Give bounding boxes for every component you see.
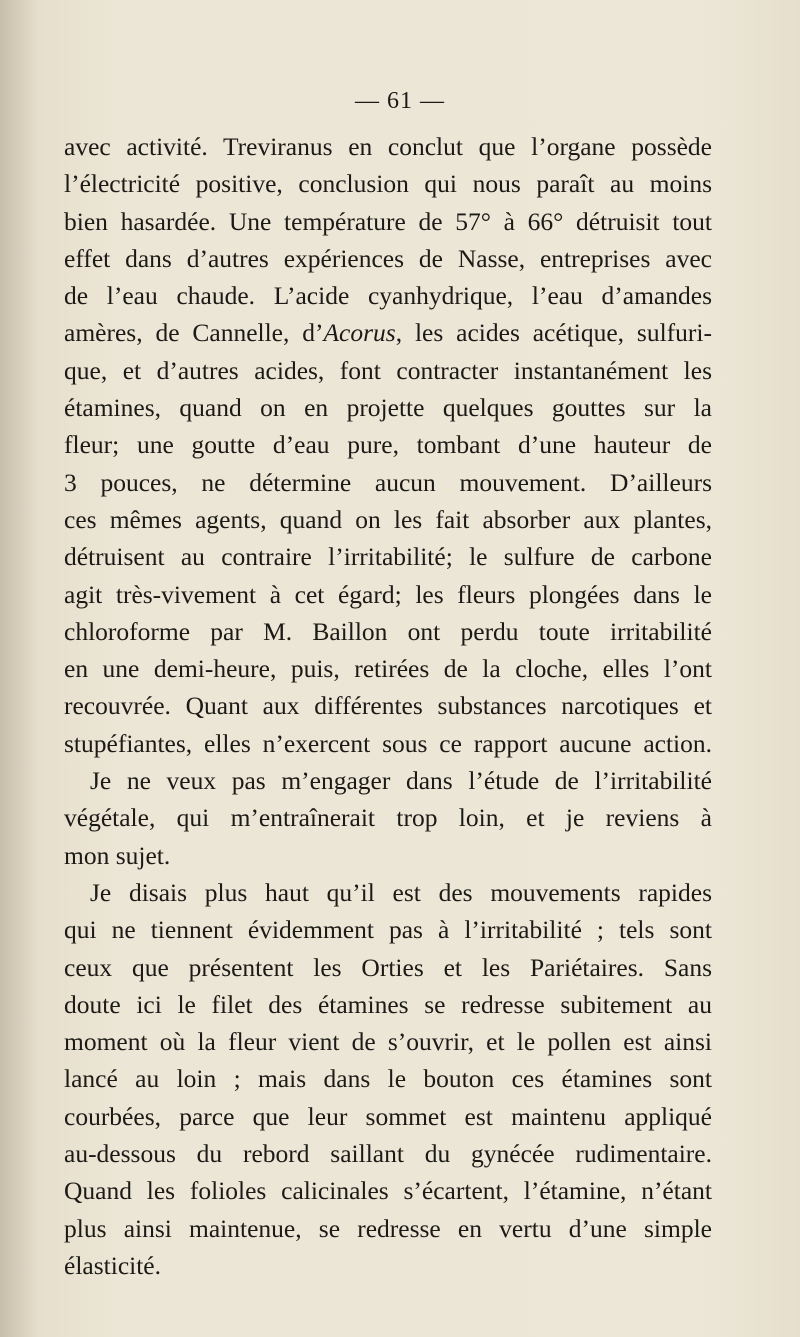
- text-line: stupéfiantes, elles n’exercent sous ce rapport aucune action.: [64, 728, 712, 758]
- text-line: au-dessous du rebord saillant du gynécée rudimentaire.: [64, 1139, 712, 1169]
- italic-term: Acorus: [323, 318, 396, 348]
- text-line: chloroforme par M. Baillon ont perdu toute irritabilité: [64, 616, 712, 646]
- text-line: Je disais plus haut qu’il est des mouvements rapides: [90, 877, 712, 907]
- text-line: l’électricité positive, conclusion qui nous paraît au moins: [64, 169, 712, 199]
- text-line: élasticité.: [64, 1250, 161, 1280]
- text-line: agit très-vivement à cet égard; les fleurs plongées dans le: [64, 579, 712, 609]
- text-line: moment où la fleur vient de s’ouvrir, et le pollen est ainsi: [64, 1027, 712, 1057]
- text-line: recouvrée. Quant aux différentes substances narcotiques et: [64, 691, 712, 721]
- page-number: — 61 —: [355, 88, 445, 114]
- body-text: [64, 128, 712, 1284]
- text-line: ceux que présentent les Orties et les Pariétaires. Sans: [64, 952, 712, 982]
- text-line: végétale, qui m’entraînerait trop loin, et je reviens à: [64, 803, 712, 833]
- text-line: 3 pouces, ne détermine aucun mouvement. D’ailleurs: [64, 467, 712, 497]
- text-line: avec activité. Treviranus en conclut que l’organe possède: [64, 132, 712, 161]
- text-line: en une demi-heure, puis, retirées de la cloche, elles l’ont: [64, 654, 712, 684]
- text-line: doute ici le filet des étamines se redresse subitement au: [64, 989, 712, 1019]
- text-line: fleur; une goutte d’eau pure, tombant d’une hauteur de: [64, 430, 712, 460]
- text-line: lancé au loin ; mais dans le bouton ces étamines sont: [64, 1064, 712, 1094]
- text-line: que, et d’autres acides, font contracter instantanément les: [64, 355, 712, 385]
- text-line: mon sujet.: [64, 840, 171, 870]
- text-line: amères, de Cannelle, d’Acorus, les acides acétique, sulfuri-: [64, 318, 712, 348]
- text-line: de l’eau chaude. L’acide cyanhydrique, l’eau d’amandes: [64, 281, 712, 311]
- text-line: bien hasardée. Une température de 57° à 66° détruisit tout: [64, 206, 712, 236]
- text-line: Je ne veux pas m’engager dans l’étude de l’irritabilité: [90, 766, 712, 796]
- text-line: Quand les folioles calicinales s’écartent, l’étamine, n’étant: [64, 1176, 712, 1206]
- text-line: ces mêmes agents, quand on les fait absorber aux plantes,: [64, 504, 712, 534]
- text-line: étamines, quand on en projette quelques gouttes sur la: [64, 393, 712, 423]
- text-line: plus ainsi maintenue, se redresse en vertu d’une simple: [64, 1213, 712, 1243]
- text-line: effet dans d’autres expériences de Nasse, entreprises avec: [64, 243, 712, 273]
- text-line: détruisent au contraire l’irritabilité; le sulfure de carbone: [64, 542, 712, 572]
- text-line: courbées, parce que leur sommet est maintenu appliqué: [64, 1101, 712, 1131]
- text-line: qui ne tiennent évidemment pas à l’irritabilité ; tels sont: [64, 915, 712, 945]
- binding-shadow: [0, 0, 38, 1337]
